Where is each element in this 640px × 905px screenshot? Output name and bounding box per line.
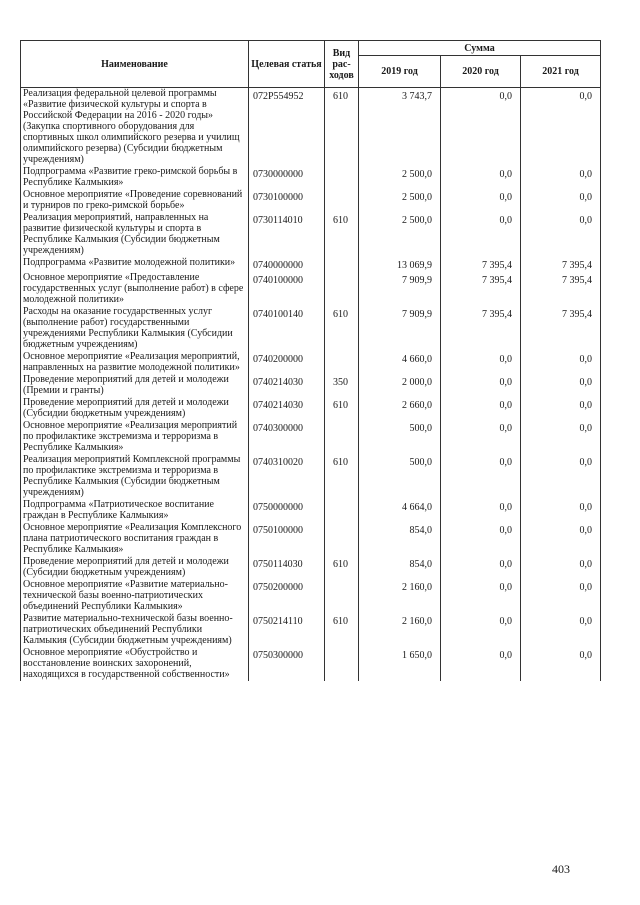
- table-row: [21, 556, 601, 579]
- row-sum-2021-cell: 0,0: [521, 613, 601, 647]
- row-name-cell: Основное мероприятие «Реализация Комплексного плана патриотического воспитания граждан в Республике Калмыкия»: [21, 522, 249, 556]
- row-sum-2020-cell: 0,0: [441, 351, 521, 374]
- row-sum-2021-cell: 0,0: [521, 212, 601, 257]
- row-sum-2021-cell: 0,0: [521, 88, 601, 167]
- table-row: [21, 397, 601, 420]
- row-expense-type-cell: [325, 189, 359, 212]
- row-sum-2021-cell: 0,0: [521, 556, 601, 579]
- row-sum-2019-cell: 2 160,0: [359, 613, 441, 647]
- row-target-article-cell: 0740000000: [249, 257, 325, 272]
- row-sum-2019-cell: 500,0: [359, 454, 441, 499]
- table-row: [21, 88, 601, 167]
- header-year-2021: 2021 год: [521, 56, 601, 88]
- row-target-article-cell: 0730000000: [249, 166, 325, 189]
- row-sum-2021-cell: 0,0: [521, 454, 601, 499]
- row-expense-type-cell: 350: [325, 374, 359, 397]
- row-target-article-cell: 0740100000: [249, 272, 325, 306]
- row-sum-2021-cell: 0,0: [521, 374, 601, 397]
- row-sum-2020-cell: 0,0: [441, 420, 521, 454]
- table-row: [21, 257, 601, 272]
- header-year-2019: 2019 год: [359, 56, 441, 88]
- row-sum-2019-cell: 13 069,9: [359, 257, 441, 272]
- row-sum-2020-cell: 7 395,4: [441, 257, 521, 272]
- budget-table-sheet: [20, 40, 600, 681]
- row-sum-2020-cell: 0,0: [441, 499, 521, 522]
- row-sum-2021-cell: 0,0: [521, 351, 601, 374]
- budget-table: [20, 40, 601, 681]
- row-name-cell: Основное мероприятие «Реализация мероприятий по профилактике экстремизма и терроризма в Республике Калмыкия»: [21, 420, 249, 454]
- row-expense-type-cell: [325, 166, 359, 189]
- row-sum-2020-cell: 7 395,4: [441, 306, 521, 351]
- table-row: [21, 522, 601, 556]
- table-row: [21, 166, 601, 189]
- row-target-article-cell: 0750000000: [249, 499, 325, 522]
- row-expense-type-cell: 610: [325, 613, 359, 647]
- row-name-cell: Основное мероприятие «Обустройство и восстановление воинских захоронений, находящихся в государственной собственности»: [21, 647, 249, 681]
- row-sum-2019-cell: 4 660,0: [359, 351, 441, 374]
- table-row: [21, 272, 601, 306]
- row-target-article-cell: 0730114010: [249, 212, 325, 257]
- row-name-cell: Подпрограмма «Развитие греко-римской борьбы в Республике Калмыкия»: [21, 166, 249, 189]
- row-name-cell: Основное мероприятие «Развитие материально-технической базы военно-патриотических объединений Республики Калмыкия»: [21, 579, 249, 613]
- row-sum-2020-cell: 0,0: [441, 454, 521, 499]
- page-number: 403: [552, 862, 570, 876]
- row-sum-2021-cell: 0,0: [521, 647, 601, 681]
- table-row: [21, 454, 601, 499]
- row-sum-2020-cell: 0,0: [441, 613, 521, 647]
- row-sum-2021-cell: 7 395,4: [521, 257, 601, 272]
- row-expense-type-cell: [325, 647, 359, 681]
- row-expense-type-cell: 610: [325, 88, 359, 167]
- row-sum-2019-cell: 1 650,0: [359, 647, 441, 681]
- row-sum-2021-cell: 7 395,4: [521, 306, 601, 351]
- row-name-cell: Реализация мероприятий, направленных на развитие физической культуры и спорта в Республике Калмыкия (Субсидии бюджетным учреждениям): [21, 212, 249, 257]
- row-target-article-cell: 0740200000: [249, 351, 325, 374]
- row-expense-type-cell: [325, 420, 359, 454]
- row-sum-2020-cell: 0,0: [441, 88, 521, 167]
- row-sum-2021-cell: 0,0: [521, 420, 601, 454]
- row-target-article-cell: 0750114030: [249, 556, 325, 579]
- row-name-cell: Проведение мероприятий для детей и молодежи (Премии и гранты): [21, 374, 249, 397]
- row-sum-2020-cell: 7 395,4: [441, 272, 521, 306]
- header-sum: Сумма: [359, 41, 601, 56]
- row-expense-type-cell: [325, 579, 359, 613]
- table-row: [21, 212, 601, 257]
- table-row: [21, 647, 601, 681]
- row-expense-type-cell: 610: [325, 306, 359, 351]
- row-target-article-cell: 0750214110: [249, 613, 325, 647]
- row-expense-type-cell: [325, 522, 359, 556]
- row-target-article-cell: 0750200000: [249, 579, 325, 613]
- row-expense-type-cell: 610: [325, 397, 359, 420]
- row-target-article-cell: 0740214030: [249, 397, 325, 420]
- row-name-cell: Основное мероприятие «Реализация мероприятий, направленных на развитие молодежной политики»: [21, 351, 249, 374]
- row-sum-2020-cell: 0,0: [441, 522, 521, 556]
- row-sum-2019-cell: 2 500,0: [359, 189, 441, 212]
- row-sum-2021-cell: 0,0: [521, 579, 601, 613]
- row-sum-2021-cell: 0,0: [521, 499, 601, 522]
- row-sum-2019-cell: 2 160,0: [359, 579, 441, 613]
- header-year-2020: 2020 год: [441, 56, 521, 88]
- row-expense-type-cell: 610: [325, 212, 359, 257]
- row-sum-2019-cell: 7 909,9: [359, 306, 441, 351]
- table-row: [21, 374, 601, 397]
- row-name-cell: Расходы на оказание государственных услуг (выполнение работ) государственными учреждениями Республики Калмыкия (Субсидии бюджетным учреждениям): [21, 306, 249, 351]
- table-row: [21, 351, 601, 374]
- row-sum-2020-cell: 0,0: [441, 374, 521, 397]
- row-expense-type-cell: [325, 272, 359, 306]
- row-target-article-cell: 0730100000: [249, 189, 325, 212]
- table-row: [21, 189, 601, 212]
- row-sum-2021-cell: 0,0: [521, 522, 601, 556]
- table-row: [21, 613, 601, 647]
- row-sum-2019-cell: 854,0: [359, 522, 441, 556]
- row-sum-2020-cell: 0,0: [441, 579, 521, 613]
- row-sum-2020-cell: 0,0: [441, 397, 521, 420]
- row-sum-2019-cell: 2 500,0: [359, 212, 441, 257]
- row-expense-type-cell: [325, 351, 359, 374]
- row-sum-2021-cell: 0,0: [521, 189, 601, 212]
- row-name-cell: Реализация федеральной целевой программы «Развитие физической культуры и спорта в Российской Федерации на 2016 - 2020 годы» (Закупка спортивного оборудования для спортивных школ олимпийского резерва и училищ олимпийского резерва) (Субсидии бюджетным учреждениям): [21, 88, 249, 167]
- row-sum-2019-cell: 500,0: [359, 420, 441, 454]
- table-row: [21, 306, 601, 351]
- row-expense-type-cell: [325, 499, 359, 522]
- row-name-cell: Проведение мероприятий для детей и молодежи (Субсидии бюджетным учреждениям): [21, 556, 249, 579]
- row-sum-2019-cell: 7 909,9: [359, 272, 441, 306]
- row-sum-2020-cell: 0,0: [441, 212, 521, 257]
- row-sum-2019-cell: 3 743,7: [359, 88, 441, 167]
- row-sum-2021-cell: 0,0: [521, 166, 601, 189]
- row-sum-2020-cell: 0,0: [441, 166, 521, 189]
- row-name-cell: Основное мероприятие «Проведение соревнований и турниров по греко-римской борьбе»: [21, 189, 249, 212]
- table-body: [21, 88, 601, 682]
- row-sum-2019-cell: 854,0: [359, 556, 441, 579]
- header-name: Наименование: [21, 41, 249, 88]
- row-expense-type-cell: 610: [325, 454, 359, 499]
- row-name-cell: Реализация мероприятий Комплексной программы по профилактике экстремизма и терроризма в Республике Калмыкия (Субсидии бюджетным учреждениям): [21, 454, 249, 499]
- row-name-cell: Подпрограмма «Патриотическое воспитание граждан в Республике Калмыкия»: [21, 499, 249, 522]
- row-name-cell: Основное мероприятие «Предоставление государственных услуг (выполнение работ) в сфере молодежной политики»: [21, 272, 249, 306]
- table-row: [21, 420, 601, 454]
- row-sum-2021-cell: 7 395,4: [521, 272, 601, 306]
- row-sum-2019-cell: 2 000,0: [359, 374, 441, 397]
- row-sum-2020-cell: 0,0: [441, 647, 521, 681]
- row-name-cell: Подпрограмма «Развитие молодежной политики»: [21, 257, 249, 272]
- row-sum-2020-cell: 0,0: [441, 189, 521, 212]
- header-expense-type: Вид рас-ходов: [325, 41, 359, 88]
- row-name-cell: Проведение мероприятий для детей и молодежи (Субсидии бюджетным учреждениям): [21, 397, 249, 420]
- row-target-article-cell: 0740214030: [249, 374, 325, 397]
- row-target-article-cell: 0740100140: [249, 306, 325, 351]
- row-target-article-cell: 0750300000: [249, 647, 325, 681]
- row-target-article-cell: 0740300000: [249, 420, 325, 454]
- table-row: [21, 499, 601, 522]
- table-row: [21, 579, 601, 613]
- row-target-article-cell: 0740310020: [249, 454, 325, 499]
- row-sum-2021-cell: 0,0: [521, 397, 601, 420]
- row-expense-type-cell: 610: [325, 556, 359, 579]
- row-expense-type-cell: [325, 257, 359, 272]
- row-target-article-cell: 0750100000: [249, 522, 325, 556]
- header-target-article: Целевая статья: [249, 41, 325, 88]
- row-sum-2019-cell: 2 500,0: [359, 166, 441, 189]
- row-target-article-cell: 072P554952: [249, 88, 325, 167]
- row-sum-2019-cell: 4 664,0: [359, 499, 441, 522]
- row-sum-2020-cell: 0,0: [441, 556, 521, 579]
- row-sum-2019-cell: 2 660,0: [359, 397, 441, 420]
- row-name-cell: Развитие материально-технической базы военно-патриотических объединений Республики Калмыкия (Субсидии бюджетным учреждениям): [21, 613, 249, 647]
